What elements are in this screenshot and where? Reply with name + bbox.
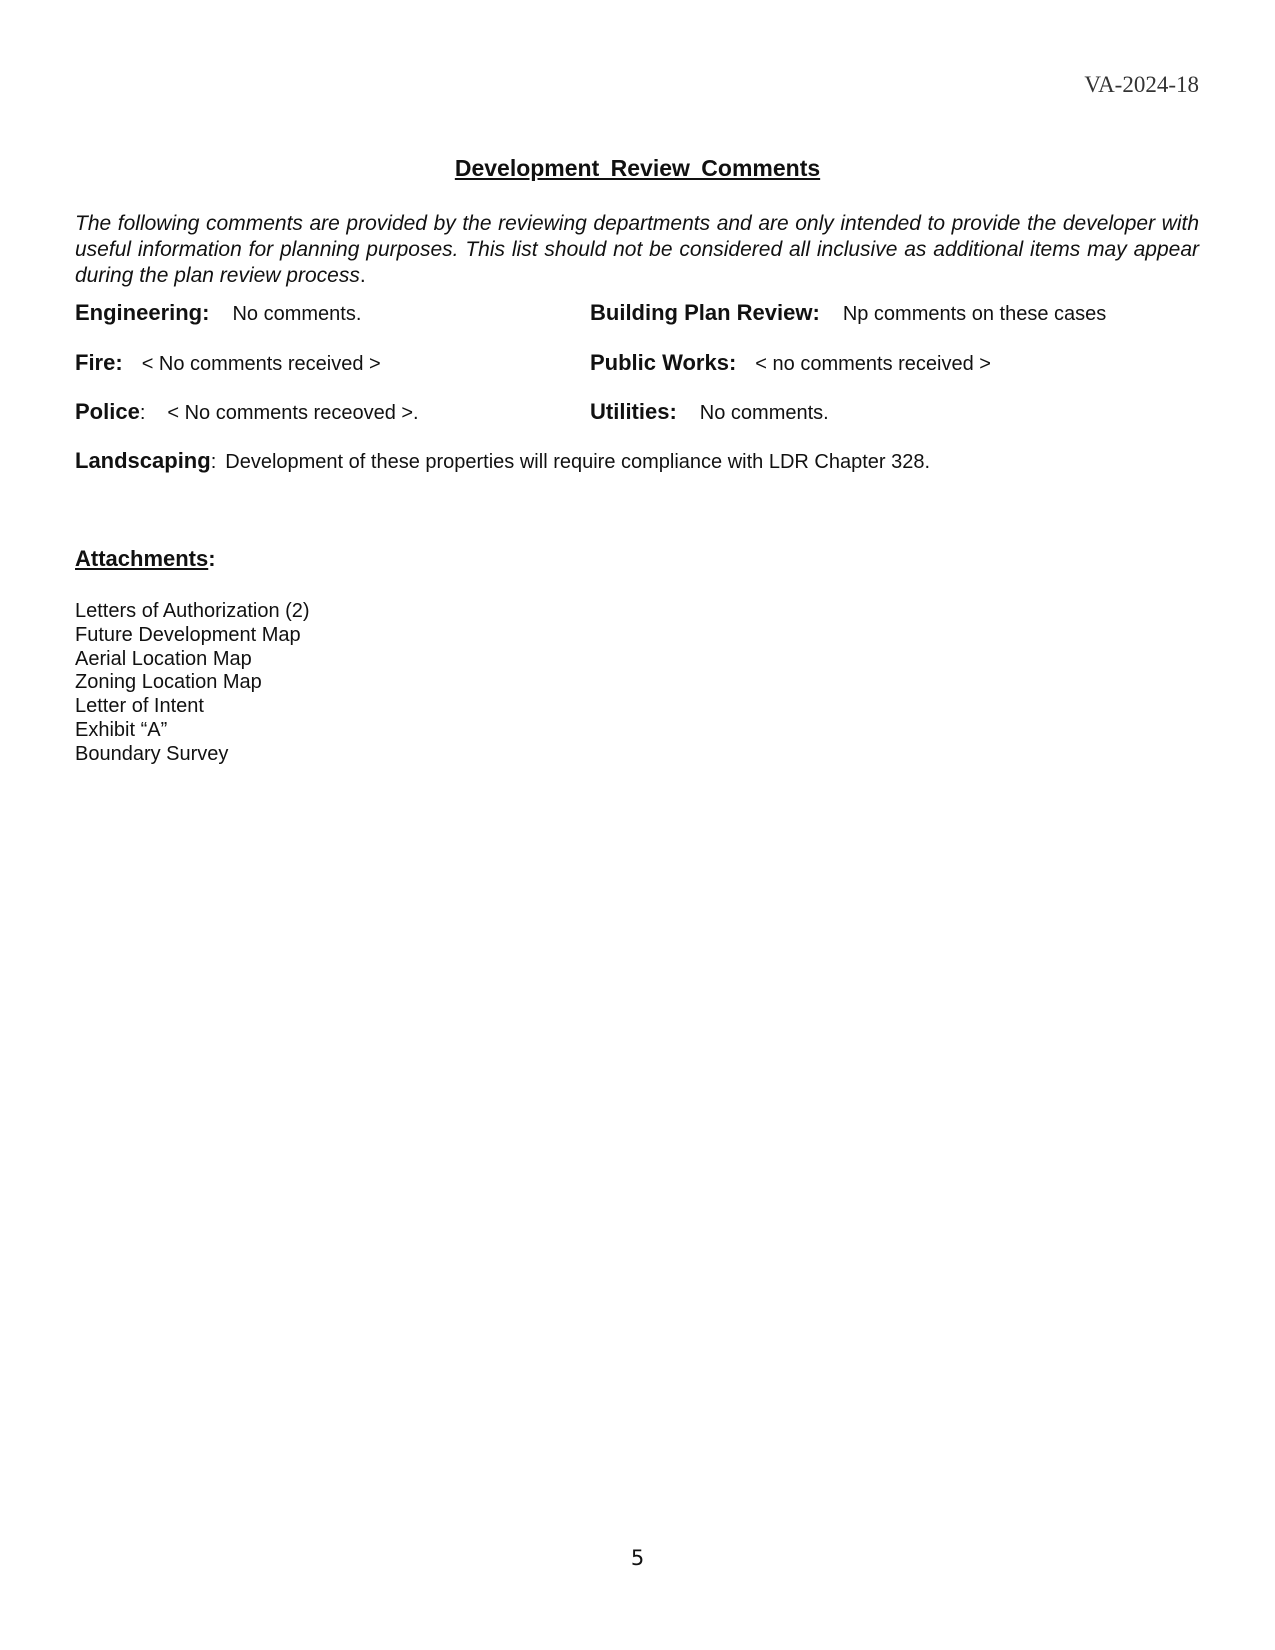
comment-fire-label: Fire: [75, 350, 123, 375]
comment-utilities-value: No comments. [699, 402, 829, 424]
comment-engineering-label: Engineering: [75, 300, 210, 325]
intro-period: . [359, 264, 366, 287]
intro-text: The following comments are provided by the reviewing departments and are only intended to provide the developer with useful information for planning purposes. This list should not be considered all inclusive as additional items may appear during the plan review process [75, 212, 1199, 287]
attachment-item: Zoning Location Map [75, 671, 262, 694]
page-title: Development Review Comments [454, 155, 821, 181]
comment-police-colon: : [139, 402, 146, 424]
comment-police-label: Police [75, 399, 140, 424]
comment-utilities [590, 399, 829, 425]
attachments-heading [75, 546, 216, 572]
comment-building-plan-review [590, 300, 1106, 326]
comment-public-works [590, 350, 991, 376]
attachment-item: Aerial Location Map [75, 647, 252, 670]
attachment-item: Future Development Map [75, 623, 301, 646]
attachments-heading-colon: : [208, 546, 216, 571]
case-number: VA-2024-18 [1084, 72, 1199, 97]
comment-engineering-value: No comments. [232, 303, 362, 325]
comment-public-works-value: < no comments received > [755, 353, 991, 375]
comment-police-value: < No comments receoved >. [167, 402, 419, 424]
page-number: 5 [630, 1546, 645, 1570]
attachment-item: Exhibit “A” [75, 718, 168, 741]
comment-public-works-label: Public Works: [590, 350, 737, 375]
comment-police [75, 399, 419, 425]
attachments-heading-text: Attachments [75, 546, 209, 571]
comment-fire-value: < No comments received > [141, 353, 381, 375]
comment-landscaping-colon: : [210, 451, 217, 473]
attachment-item: Letters of Authorization (2) [75, 600, 310, 622]
attachment-item: Boundary Survey [75, 742, 229, 765]
comment-utilities-label: Utilities: [590, 399, 677, 424]
intro-paragraph [75, 211, 1199, 289]
comment-building-plan-review-label: Building Plan Review: [590, 300, 820, 325]
comment-landscaping-label: Landscaping [75, 448, 211, 473]
attachments-list [75, 600, 310, 767]
comment-landscaping-value: Development of these properties will require compliance with LDR Chapter 328. [225, 451, 931, 473]
comment-fire [75, 350, 381, 376]
comment-engineering [75, 300, 361, 326]
comment-landscaping [75, 448, 930, 474]
comment-building-plan-review-value: Np comments on these cases [842, 303, 1107, 325]
attachment-item: Letter of Intent [75, 695, 204, 718]
